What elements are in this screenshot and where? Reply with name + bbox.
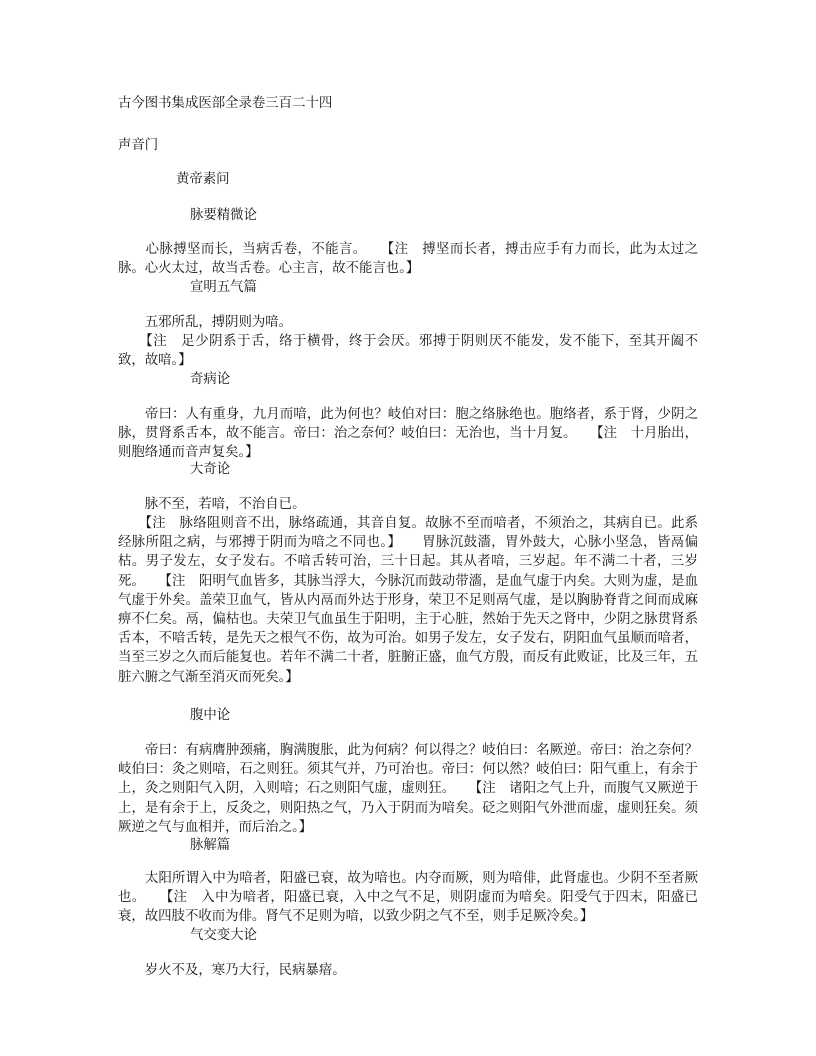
chapter-heading: 大奇论 bbox=[190, 462, 231, 477]
paragraph: 五邪所乱，搏阴则为喑。 bbox=[118, 315, 293, 330]
chapter-heading: 脉解篇 bbox=[190, 838, 231, 853]
paragraph: 帝曰：人有重身，九月而喑，此为何也？岐伯对曰：胞之络脉绝也。胞络者，系于肾，少阴之脉，贯肾系舌本，故不能言。帝曰：治之奈何？岐伯曰：无治也，当十月复。 【注 十月胎出，则胞络通而音声复矣。】 bbox=[118, 407, 698, 461]
chapter-heading: 腹中论 bbox=[190, 708, 231, 723]
book-title: 黄帝素问 bbox=[176, 172, 230, 187]
paragraph: 心脉搏坚而长，当病舌卷，不能言。 【注 搏坚而长者，搏击应手有力而长，此为太过之脉。心火太过，故当舌卷。心主言，故不能言也。】 bbox=[118, 242, 698, 277]
chapter-heading: 宣明五气篇 bbox=[190, 280, 257, 295]
paragraph: 脉不至，若喑，不治自已。 bbox=[118, 497, 306, 512]
paragraph: 岁火不及，寒乃大行，民病暴瘖。 bbox=[118, 963, 346, 978]
paragraph: 太阳所谓入中为喑者，阳盛已衰，故为喑也。内夺而厥，则为喑俳，此肾虚也。少阴不至者厥也。 【注 入中为喑者，阳盛已衰，入中之气不足，则阴虚而为喑矣。阳受气于四末，阳盛已衰，故四肢不收而为俳。肾气不足则为喑，以致少阴之气不至，则手足厥冷矣。】 bbox=[118, 871, 698, 925]
annotation: 【注 脉络阻则音不出，脉络疏通，其音自复。故脉不至而喑者，不须治之，其病自已。此系经脉所阻之病，与邪搏于阴而为喑之不同也。】 胃脉沉鼓濇，胃外鼓大，心脉小坚急，皆鬲偏枯。男子发左，女子发右。不喑舌转可治，三十日起。其从者喑，三岁起。年不满二十者，三岁死。 【注 阳明气血皆多，其脉当浮大，今脉沉而鼓动带濇，是血气虚于内矣。大则为虚，是血气虚于外矣。盖荣卫血气，皆从内鬲而外达于形身，荣卫不足则鬲气虚，是以胸胁脊背之间而成麻痹不仁矣。鬲，偏枯也。夫荣卫气血虽生于阳明，主于心脏，然始于先天之肾中，少阴之脉贯肾系舌本，不喑舌转，是先天之根气不伤，故为可治。如男子发左，女子发右，阴阳血气虽顺而喑者，当至三岁之久而后能复也。若年不满二十者，脏腑正盛，血气方殷，而反有此败证，比及三年，五脏六腑之气渐至消灭而死矣。】 bbox=[118, 516, 698, 685]
chapter-heading: 奇病论 bbox=[190, 372, 231, 387]
section-title: 声音门 bbox=[118, 138, 159, 153]
annotation: 【注 足少阴系于舌，络于横骨，终于会厌。邪搏于阴则厌不能发，发不能下，至其开阖不致，故喑。】 bbox=[118, 334, 698, 369]
paragraph: 帝曰：有病膺肿颈痛，胸满腹胀，此为何病？何以得之？岐伯曰：名厥逆。帝曰：治之奈何？岐伯曰：灸之则喑，石之则狂。须其气并，乃可治也。帝曰：何以然？岐伯曰：阳气重上，有余于上，灸之则阳气入阴，入则喑；石之则阳气虚，虚则狂。 【注 诸阳之气上升，而腹气又厥逆于上，是有余于上，反灸之，则阳热之气，乃入于阴而为喑矣。砭之则阳气外泄而虚，虚则狂矣。须厥逆之气与血相并，而后治之。】 bbox=[118, 743, 698, 835]
chapter-heading: 脉要精微论 bbox=[190, 208, 257, 223]
document-title: 古今图书集成医部全录卷三百二十四 bbox=[118, 96, 333, 111]
chapter-heading: 气交变大论 bbox=[190, 928, 257, 943]
